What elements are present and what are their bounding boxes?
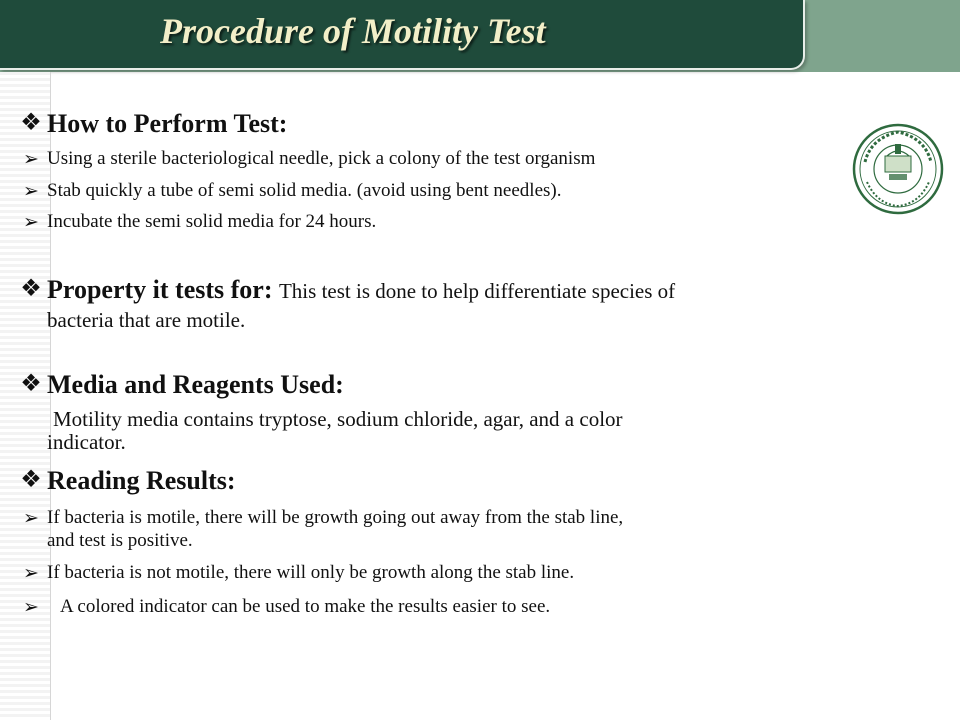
media-text-line2: indicator.: [47, 430, 126, 454]
diamond-cluster-icon: ❖: [20, 467, 42, 493]
arrowhead-icon: ➢: [23, 212, 39, 233]
diamond-cluster-icon: ❖: [20, 276, 42, 302]
slide-title: Procedure of Motility Test: [160, 11, 546, 51]
arrowhead-icon: ➢: [23, 563, 39, 584]
property-heading: Property it tests for:: [47, 275, 273, 304]
diamond-cluster-icon: ❖: [20, 371, 42, 397]
media-text-line1: Motility media contains tryptose, sodium chloride, agar, and a color: [53, 407, 623, 431]
arrowhead-icon: ➢: [23, 149, 39, 170]
arrowhead-icon: ➢: [23, 597, 39, 618]
slide-content: ❖ How to Perform Test: ➢ Using a sterile bacteriological needle, pick a colony of the test organism ➢ Stab quickly a tube of semi solid media. (avoid using bent needles). ➢ Incubate the semi solid media for 24 hours. ❖ Property it tests for: This test is done to help differentiate species of bacteria that are motile. ❖ Media and Reagents Used: Motility media contains tryptose, sodium chloride, agar, and a color indicator. ❖ Reading Results: ➢ If bacteria is motile, there will be growth going out away from the stab line, and test is positive. ➢ If bacteria is not motile, there will only be growth along the stab line. ➢ A colored indicator can be used to make the results easier to see.: [20, 109, 676, 618]
property-text-line2: bacteria that are motile.: [47, 308, 246, 332]
arrowhead-icon: ➢: [23, 181, 39, 202]
property-text-line1: This test is done to help differentiate species of: [278, 279, 676, 303]
arrowhead-icon: ➢: [23, 508, 39, 529]
diamond-cluster-icon: ❖: [20, 110, 42, 136]
